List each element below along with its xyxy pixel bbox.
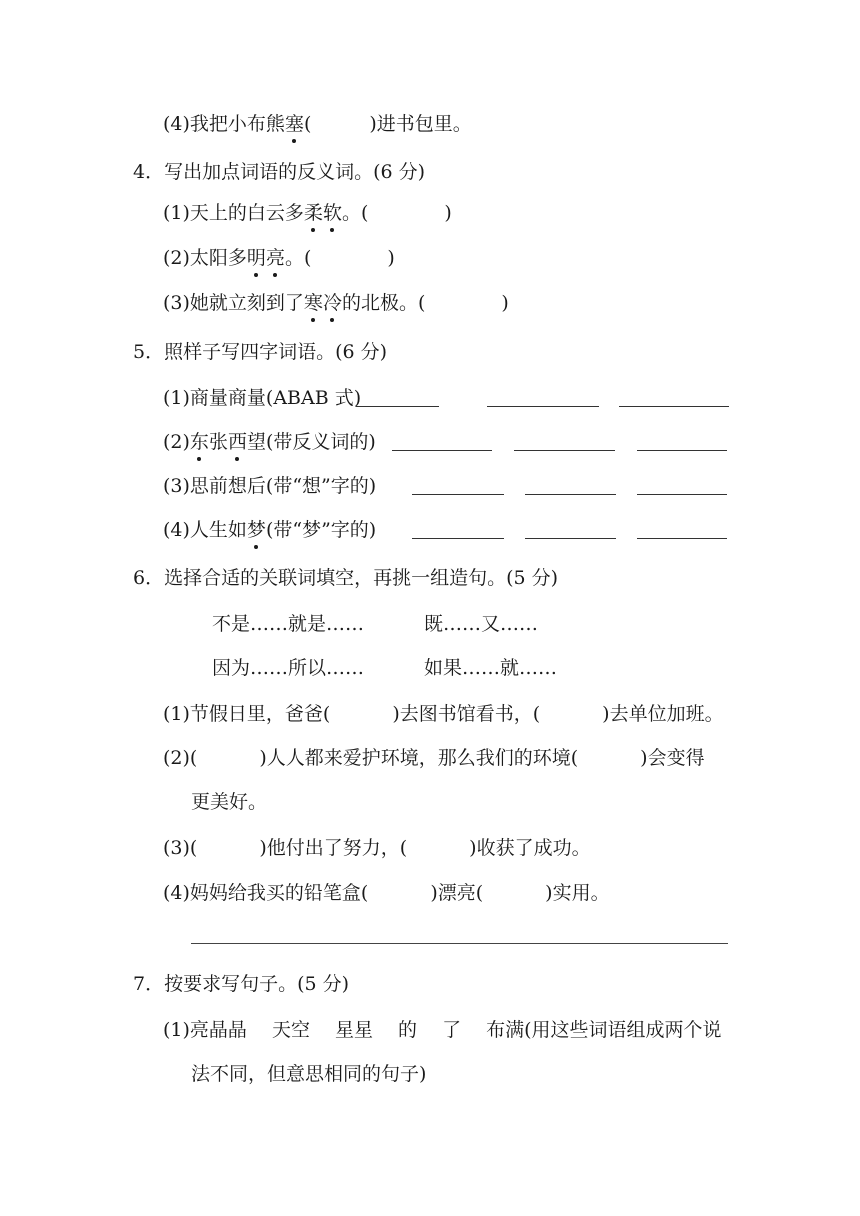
answer-blank[interactable] — [412, 538, 504, 539]
answer-blank[interactable] — [487, 406, 599, 407]
question-7-title: 7．按要求写句子。(5 分) — [133, 973, 350, 995]
q5-item-4: (4)人生如梦(带“梦”字的) — [163, 519, 377, 541]
dotted-char: 明 — [246, 247, 266, 269]
q6-item-3: (3)( )他付出了努力，( )收获了成功。 — [163, 837, 591, 859]
sentence-answer-line[interactable] — [191, 943, 728, 944]
answer-blank[interactable] — [637, 494, 727, 495]
answer-blank[interactable] — [525, 538, 616, 539]
q3-item-4: (4)我把小布熊塞( )进书包里。 — [163, 113, 472, 135]
q4-item-1: (1)天上的白云多柔软。( ) — [163, 202, 452, 224]
dotted-char: 寒 — [303, 292, 323, 314]
question-6-title: 6．选择合适的关联词填空，再挑一组造句。(5 分) — [133, 567, 559, 589]
dotted-char: 软 — [322, 202, 342, 224]
q5-item-1: (1)商量商量(ABAB 式) — [163, 387, 362, 409]
conjunction-option: 既……又…… — [424, 613, 539, 635]
q6-item-4: (4)妈妈给我买的铅笔盒( )漂亮( )实用。 — [163, 882, 610, 904]
answer-blank[interactable] — [392, 450, 492, 451]
answer-blank[interactable] — [637, 538, 727, 539]
q5-item-3: (3)思前想后(带“想”字的) — [163, 475, 377, 497]
q4-item-3: (3)她就立刻到了寒冷的北极。( ) — [163, 292, 509, 314]
answer-blank[interactable] — [514, 450, 615, 451]
dotted-char: 亮 — [265, 247, 285, 269]
q5-item-2: (2)东张西望(带反义词的) — [163, 431, 376, 453]
conjunction-option: 因为……所以…… — [212, 657, 365, 679]
answer-blank[interactable] — [412, 494, 504, 495]
answer-blank[interactable] — [525, 494, 616, 495]
q6-item-2-cont: 更美好。 — [191, 791, 268, 813]
answer-blank[interactable] — [356, 406, 439, 407]
conjunction-option: 不是……就是…… — [212, 613, 365, 635]
q7-item-1: (1)亮晶晶 天空 星星 的 了 布满(用这些词语组成两个说 — [163, 1019, 722, 1041]
answer-blank[interactable] — [637, 450, 727, 451]
dotted-char: 东 — [189, 431, 209, 453]
q6-item-2: (2)( )人人都来爱护环境，那么我们的环境( )会变得 — [163, 747, 705, 769]
dotted-char: 梦 — [246, 519, 266, 541]
q7-item-1-cont: 法不同，但意思相同的句子) — [191, 1063, 427, 1085]
q4-item-2: (2)太阳多明亮。( ) — [163, 247, 395, 269]
q6-item-1: (1)节假日里，爸爸( )去图书馆看书，( )去单位加班。 — [163, 703, 724, 725]
question-5-title: 5．照样子写四字词语。(6 分) — [133, 341, 388, 363]
answer-blank[interactable] — [619, 406, 729, 407]
dotted-char: 西 — [227, 431, 247, 453]
dotted-char: 冷 — [322, 292, 342, 314]
dotted-char: 塞 — [284, 113, 304, 135]
question-4-title: 4．写出加点词语的反义词。(6 分) — [133, 161, 426, 183]
dotted-char: 柔 — [303, 202, 323, 224]
conjunction-option: 如果……就…… — [424, 657, 558, 679]
